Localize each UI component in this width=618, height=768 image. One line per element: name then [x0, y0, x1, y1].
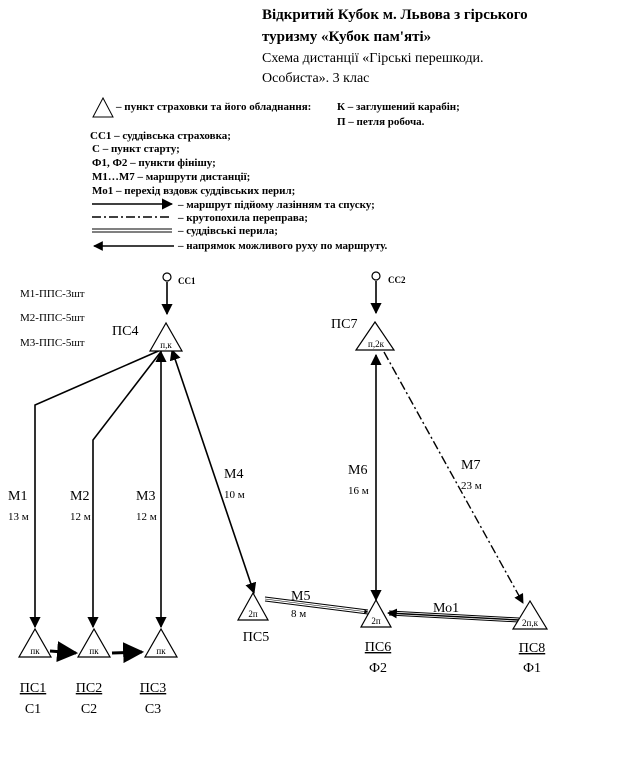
- ps2-eq: пк: [89, 646, 99, 656]
- ps8-name: ПС8: [518, 641, 546, 656]
- route-m7-len: 23 м: [461, 480, 482, 492]
- legend-line-steep-text: – крутопохила переправа;: [178, 212, 308, 224]
- title-line-1: Відкритий Кубок м. Львова з гірського: [262, 7, 528, 23]
- route-m4-name: М4: [224, 467, 244, 482]
- route-m5-rail-a: [265, 597, 368, 610]
- ps6-role: Ф2: [368, 661, 388, 676]
- route-m6-len: 16 м: [348, 485, 369, 497]
- ps3-eq: пк: [156, 646, 166, 656]
- legend-point: – пункт страховки та його обладнання:: [116, 101, 312, 113]
- ps8-eq: 2п,к: [522, 618, 538, 628]
- route-m1-line: [35, 349, 163, 627]
- ps6-eq: 2п: [371, 616, 381, 626]
- side-note-1: М1-ППС-3шт: [20, 288, 85, 300]
- legend-triangle-icon: [93, 98, 113, 117]
- ps3-name: ПС3: [139, 681, 167, 696]
- node-ps2: [76, 629, 110, 717]
- route-m7-name: М7: [461, 458, 481, 473]
- side-note-3: М3-ППС-5шт: [20, 337, 85, 349]
- route-m2-len: 12 м: [70, 511, 91, 523]
- link-ps2-ps3: [112, 652, 142, 653]
- side-note-2: М2-ППС-5шт: [20, 312, 85, 324]
- ps7-name: ПС7: [331, 317, 358, 332]
- legend-k: К – заглушений карабін;: [337, 101, 460, 113]
- node-ps4: [112, 323, 182, 351]
- route-m7-line: [384, 352, 523, 603]
- route-m1-name: М1: [8, 489, 28, 504]
- legend-p: П – петля робоча.: [337, 116, 425, 128]
- route-m3-len: 12 м: [136, 511, 157, 523]
- node-ps3: [140, 629, 177, 717]
- ps5-name: ПС5: [242, 630, 270, 645]
- node-ps1: [19, 629, 51, 717]
- route-m5-rail-b: [265, 601, 368, 614]
- ps7-eq: п,2к: [368, 339, 384, 349]
- ps1-name: ПС1: [19, 681, 47, 696]
- ss2-ring-icon: [372, 272, 380, 280]
- legend-mo: Мо1 – перехід вздовж суддівських перил;: [92, 185, 296, 197]
- ps4-name: ПС4: [112, 324, 139, 339]
- legend-line-dir-text: – напрямок можливого руху по маршруту.: [178, 240, 388, 252]
- route-m3-name: М3: [136, 489, 156, 504]
- ps6-name: ПС6: [364, 640, 392, 655]
- route-m4-len: 10 м: [224, 489, 245, 501]
- route-m1-len: 13 м: [8, 511, 29, 523]
- node-ps5: [238, 593, 269, 645]
- route-m2-line: [93, 349, 163, 627]
- ss1-label: СС1: [178, 276, 196, 286]
- ss2-label: СС2: [388, 275, 406, 285]
- ps4-eq: п,к: [160, 340, 172, 350]
- route-mo1-name: Мо1: [433, 601, 460, 616]
- route-m6-name: М6: [348, 463, 368, 478]
- title-line-2: туризму «Кубок пам'яті»: [262, 29, 432, 45]
- legend-line-climb-text: – маршрут підйому лазінням та спуску;: [178, 199, 375, 211]
- ps1-role: С1: [24, 702, 42, 717]
- ps1-eq: пк: [30, 646, 40, 656]
- ps8-role: Ф1: [522, 661, 542, 676]
- legend-line-rails-text: – суддівські перила;: [178, 225, 278, 237]
- ps5-eq: 2п: [248, 609, 258, 619]
- route-m2-name: М2: [70, 489, 90, 504]
- legend-ss: СС1 – суддівська страховка;: [90, 130, 231, 142]
- route-m5-len: 8 м: [291, 608, 307, 620]
- route-m5-name: М5: [291, 589, 311, 604]
- legend-start: С – пункт старту;: [92, 143, 180, 155]
- node-ps8: [513, 601, 547, 676]
- ps2-role: С2: [80, 702, 98, 717]
- legend-routes: М1…М7 – маршрути дистанції;: [92, 171, 251, 183]
- ps2-name: ПС2: [75, 681, 103, 696]
- subtitle-line-2: Особиста». 3 клас: [262, 71, 370, 86]
- link-ps1-ps2: [50, 651, 76, 653]
- ss1-ring-icon: [163, 273, 171, 281]
- ps3-role: С3: [144, 702, 162, 717]
- node-ps7: [331, 317, 394, 350]
- route-m5-direction: [265, 599, 368, 612]
- legend-finish: Ф1, Ф2 – пункти фінішу;: [92, 157, 216, 169]
- subtitle-line-1: Схема дистанції «Гірські перешкоди.: [262, 51, 484, 66]
